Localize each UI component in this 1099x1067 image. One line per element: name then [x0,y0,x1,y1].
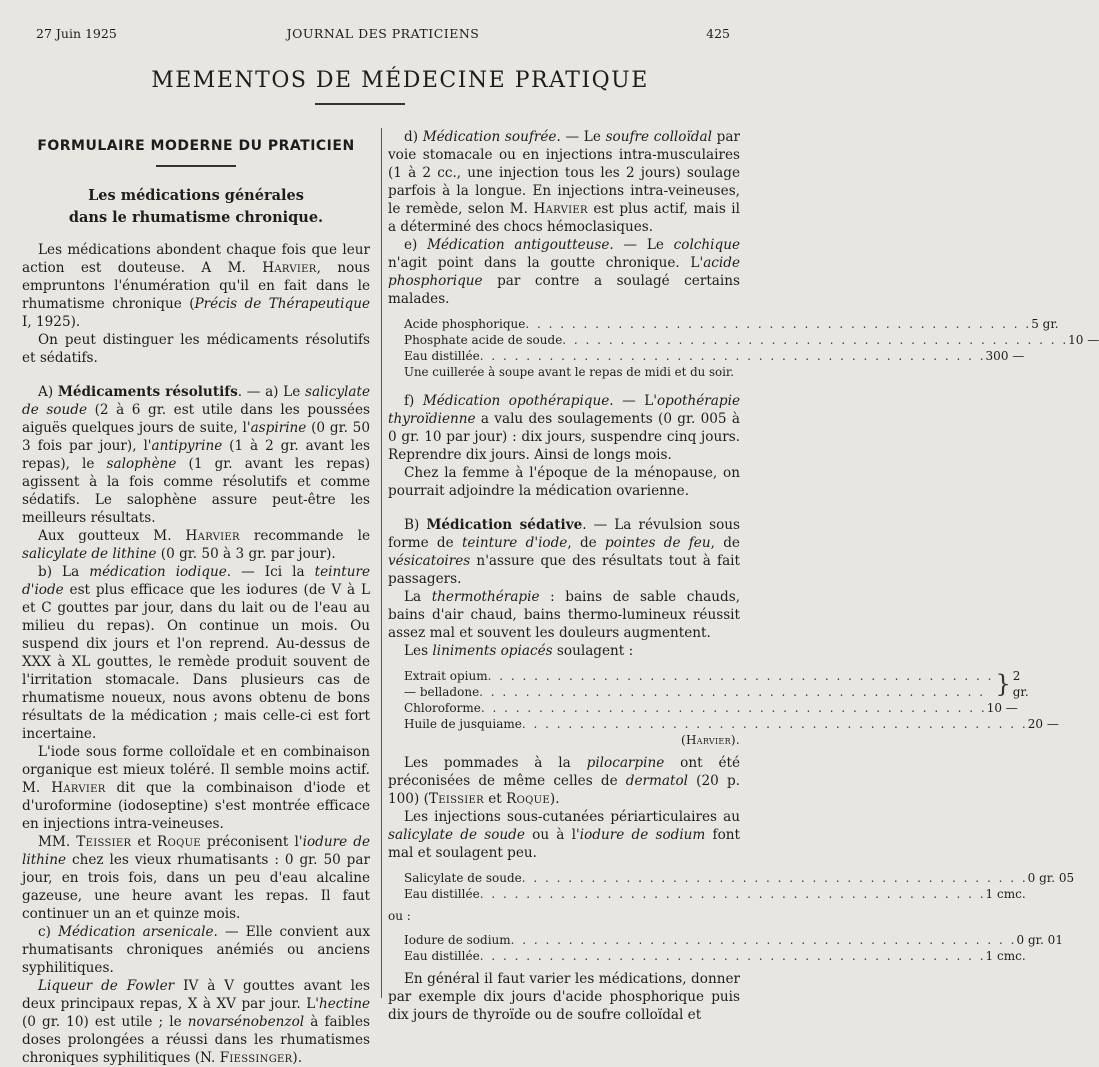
formula-quantity: 5 gr. [1031,317,1059,331]
formula-brace-group [404,668,1029,700]
running-head [36,26,730,44]
formula-leader-dots [562,332,1068,348]
formula-row [404,700,1018,716]
formula-ingredient: Eau distillée [404,887,480,901]
iodique-paragraph: b) La médication iodique. — Ici la teinture d'iode est plus efficace que les iodures (de V à L et C gouttes par jour, dans du lait ou de l'eau au milieu du repas). On continue un mois. Ou suspend dix jours et l'on reprend. Au-dessus de XXX à XL gouttes, le remède produit souvent de l'irritation stomacale. Dans plusieurs cas de rhumatisme noueux, nous avons obtenu de bons résultats de la médication ; mais celle-ci est fort incertaine. [22,564,371,742]
fowler-paragraph: Liqueur de Fowler IV à V gouttes avant les deux principaux repas, X à XV par jour. L'hectine (0 gr. 10) est utile ; le novarsénobenzol à faibles doses prolongées a réussi dans les rhumatismes chroniques syphilitiques (N. Fiessinger). [22,978,370,1066]
running-head-date: 27 Juin 1925 [36,26,117,41]
formula-quantity: 0 gr. 01 [1016,933,1063,947]
formula-leader-dots [480,886,986,902]
formula-quantity: 1 cmc. [985,949,1026,963]
formula-row [404,684,993,700]
formula-ou: ou : [388,909,411,923]
formula-salicylate [404,870,1075,902]
formula-leader-dots [480,348,986,364]
menopause-paragraph: Chez la femme à l'époque de la ménopause, on pourrait adjoindre la médication ovarienne. [388,465,740,499]
formula-row [404,332,1099,348]
formula-phosphorique [404,316,1099,380]
intro-paragraph-2: On peut distinguer les médicaments résolutifs et sédatifs. [22,332,370,366]
title-rule [315,103,405,105]
formula-row [404,716,1059,732]
formula-leader-dots [488,668,994,684]
iode-colloidale-paragraph: L'iode sous forme colloïdale et en combinaison organique est mieux toléré. Il semble moins actif. M. Harvier dit que la combinaison d'iode et d'uroformine (iodoseptine) s'est montrée efficace en injections intra-veineuses. [22,744,370,832]
liniments-paragraph: Les liniments opiacés soulagent : [404,643,634,659]
subhead-line-1: Les médications générales [88,187,304,204]
running-head-journal: JOURNAL DES PRATICIENS [286,26,480,41]
brace-glyph: } [995,670,1011,698]
formula-liniment [404,668,1059,748]
formula-row [404,932,1063,948]
opotherapique-paragraph: f) Médication opothérapique. — L'opothérapie thyroïdienne a valu des soulagements (0 gr. 005 à 0 gr. 10 par jour) : dix jours, suspendre cinq jours. Reprendre dix jours. Ainsi de longs mois. [388,393,740,463]
formula-quantity: 20 — [1027,717,1059,731]
formula-ingredient: Chloroforme [404,701,481,715]
formula-quantity: 300 — [985,349,1025,363]
formula-ingredient: Iodure de sodium [404,933,511,947]
injections-paragraph: Les injections sous-cutanées périarticulaires au salicylate de soude ou à l'iodure de sodium font mal et soulagent peu. [388,809,740,861]
formula-leader-dots [525,316,1031,332]
thermotherapie-paragraph: La thermothérapie : bains de sable chauds, bains d'air chaud, bains thermo-lumineux réussit assez mal et souvent les douleurs augmentent. [388,589,741,641]
formula-ingredient: Eau distillée [404,349,480,363]
formula-leader-dots [522,870,1028,886]
left-column [22,128,370,1067]
formula-leader-dots [511,932,1017,948]
final-paragraph: En général il faut varier les médications, donner par exemple dix jours d'acide phosphorique puis dix jours de thyroïde ou de soufre colloïdal et [388,971,740,1023]
formula-quantity: 10 — [986,701,1018,715]
formula-row [404,316,1059,332]
formula-leader-dots [479,684,993,700]
formula-row [404,886,1026,902]
intro-paragraph: Les médications abondent chaque fois que leur action est douteuse. A M. Harvier, nous empruntons l'énumération qu'il en fait dans le rhumatisme chronique (Précis de Thérapeutique I, 1925). [22,242,370,330]
formula-ingredient: Phosphate acide de soude [404,333,563,347]
page-number: 425 [706,26,730,41]
formula-row [404,948,1026,964]
antigoutteuse-paragraph: e) Médication antigoutteuse. — Le colchique n'agit point dans la goutte chronique. L'acide phosphorique par contre a soulagé certains malades. [388,237,741,307]
pommades-paragraph: Les pommades à la pilocarpine ont été préconisées de même celles de dermatol (20 p. 100) (Teissier et Roque). [388,755,740,807]
formula-ingredient: Salicylate de soude [404,871,522,885]
teissier-roque-paragraph: MM. Teissier et Roque préconisent l'iodure de lithine chez les vieux rhumatisants : 0 gr. 50 par jour, en trois fois, dans un peu d'eau alcaline gazeuse, une heure avant les repas. Il faut continuer un an et quinze mois. [22,834,370,922]
subhead-line-2: dans le rhumatisme chronique. [68,209,324,226]
sedative-paragraph: B) Médication sédative. — La révulsion sous forme de teinture d'iode, de pointes de feu, de vésicatoires n'assure que des résultats tout à fait passagers. [388,517,740,587]
formula-leader-dots [522,716,1028,732]
goutteux-paragraph: Aux goutteux M. Harvier recommande le salicylate de lithine (0 gr. 50 à 3 gr. par jour). [22,528,370,562]
formula-ingredient: Huile de jusquiame [404,717,522,731]
formula-quantity: 1 cmc. [985,887,1026,901]
resolutifs-paragraph: A) Médicaments résolutifs. — a) Le salicylate de soude (2 à 6 gr. est utile dans les poussées aiguës quelques jours de suite, l'aspirine (0 gr. 50 3 fois par jour), l'antipyrine (1 à 2 gr. avant les repas), le salophène (1 gr. avant les repas) agissent à la fois comme résolutifs et comme sédatifs. Le salophène assure peut-être les meilleurs résultats. [22,384,370,526]
formula-signature: (Harvier). [681,733,740,747]
formula-ingredient: Acide phosphorique [404,317,526,331]
formula-iodure [404,932,1063,964]
rubric-title: FORMULAIRE MODERNE DU PRATICIEN [37,138,355,154]
formula-row [404,348,1025,364]
formula-row [404,668,993,684]
article-subhead [22,185,370,229]
formula-brace-qty: 2 gr. [1012,669,1029,699]
soufree-paragraph: d) Médication soufrée. — Le soufre colloïdal par voie stomacale ou en injections intra-musculaires (1 à 2 cc., une injection tous les 2 jours) soulage parfois à la longue. En injections intra-veineuses, le remède, selon M. Harvier est plus actif, mais il a déterminé des chocs hémoclasiques. [388,129,740,235]
right-column [388,128,1099,1024]
formula-ingredient: Eau distillée [404,949,480,963]
rubric-rule [156,165,236,167]
formula-ingredient: Extrait opium [404,669,488,683]
formula-quantity: 0 gr. 05 [1027,871,1075,885]
formula-quantity: 10 — [1068,333,1099,347]
section-title: MEMENTOS DE MÉDECINE PRATIQUE [151,68,649,93]
formula-row [404,870,1075,886]
arsenicale-paragraph: c) Médication arsenicale. — Elle convient aux rhumatisants chroniques anémiés ou anciens syphilitiques. [22,924,370,976]
formula-ingredient: — belladone [404,685,480,699]
formula-instructions: Une cuillerée à soupe avant le repas de midi et du soir. [404,365,734,379]
column-divider [381,128,382,998]
formula-leader-dots [480,948,986,964]
formula-leader-dots [481,700,987,716]
